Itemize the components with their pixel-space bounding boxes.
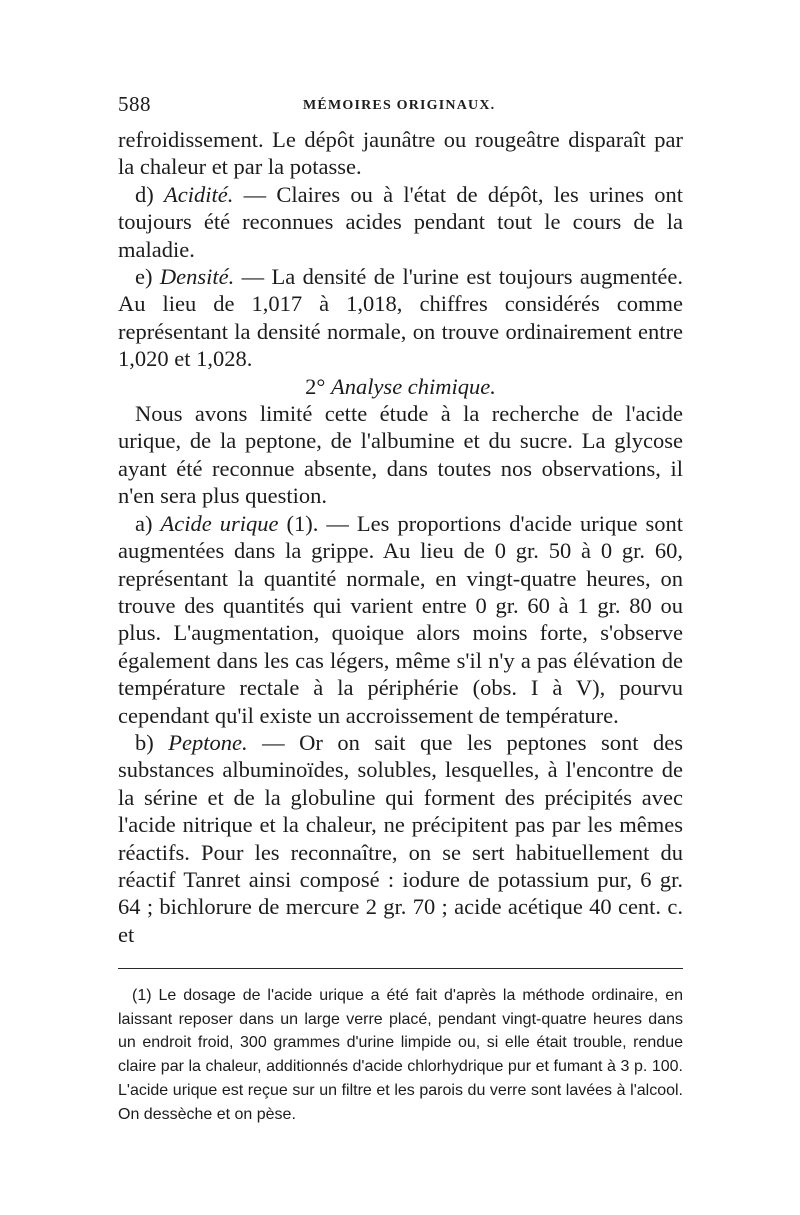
paragraph-peptone bbox=[118, 729, 683, 948]
paragraph-intro: Nous avons limité cette étude à la recherche de l'acide urique, de la peptone, de l'albumine et du sucre. La glycose ayant été reconnue absente, dans toutes nos observations, il n'en sera plus question. bbox=[118, 401, 683, 509]
term-densite: Densité. bbox=[159, 264, 235, 290]
term-acide-urique: Acide urique bbox=[160, 510, 279, 536]
item-label: a) bbox=[135, 510, 161, 536]
section-number: 2° bbox=[305, 373, 331, 399]
paragraph-continuation: refroidissement. Le dépôt jaunâtre ou rougeâtre disparaît par la chaleur et par la potasse. bbox=[118, 127, 683, 180]
paragraph-text: — Claires ou à l'état de dépôt, les urines ont toujours été reconnues acides pendant tout le cours de la maladie. bbox=[118, 181, 683, 262]
running-head bbox=[118, 92, 683, 118]
section-title: Analyse chimique. bbox=[330, 373, 496, 399]
term-acidite: Acidité. bbox=[164, 181, 234, 207]
page-number: 588 bbox=[118, 92, 151, 116]
paragraph-densite bbox=[118, 263, 683, 373]
item-label: b) bbox=[135, 729, 169, 755]
paragraph-acidite bbox=[118, 181, 683, 263]
paragraph-text: — Les proportions d'acide urique sont augmentées dans la grippe. Au lieu de 0 gr. 50 à 0 gr. 60, représentant la quantité normale, en vingt-quatre heures, on trouve des quantités qui varient entre 0 gr. 60 à 1 gr. 80 ou plus. L'augmentation, quoique alors moins forte, s'observe également dans les cas légers, même s'il n'y a pas élévation de température rectale à la périphérie (obs. I à V), pourvu cependant qu'il existe un accroissement de température. bbox=[118, 510, 683, 728]
term-peptone: Peptone. bbox=[168, 729, 248, 755]
section-heading bbox=[118, 373, 683, 400]
item-label: d) bbox=[135, 181, 164, 207]
main-text bbox=[118, 126, 683, 948]
footnote-divider bbox=[118, 968, 683, 969]
paragraph-text: — La densité de l'urine est toujours augmentée. Au lieu de 1,017 à 1,018, chiffres considérés comme représentant la densité normale, on trouve ordinairement entre 1,020 et 1,028. bbox=[118, 264, 683, 372]
footnote-text: (1) Le dosage de l'acide urique a été fait d'après la méthode ordinaire, en laissant reposer dans un large verre placé, pendant vingt-quatre heures dans un endroit froid, 300 grammes d'urine limpide ou, si elle était trouble, rendue claire par la chaleur, additionnés d'acide chlorhydrique pur et fumant à 3 p. 100. L'acide urique est reçue sur un filtre et les parois du verre sont lavées à l'alcool. On dessèche et on pèse. bbox=[118, 987, 683, 1123]
paragraph-text: — Or on sait que les peptones sont des substances albuminoïdes, solubles, lesquelles, à l'encontre de la sérine et de la globuline qui forment des précipités avec l'acide nitrique et la chaleur, ne précipitent pas par les mêmes réactifs. Pour les reconnaître, on se sert habituellement du réactif Tanret ainsi composé : iodure de potassium pur, 6 gr. 64 ; bichlorure de mercure 2 gr. 70 ; acide acétique 40 cent. c. et bbox=[118, 729, 683, 947]
item-label: e) bbox=[135, 264, 160, 290]
running-title: MÉMOIRES ORIGINAUX. bbox=[303, 98, 496, 113]
footnote-ref: (1). bbox=[278, 510, 319, 536]
footnote bbox=[118, 984, 683, 1126]
paragraph-acide-urique bbox=[118, 510, 683, 729]
